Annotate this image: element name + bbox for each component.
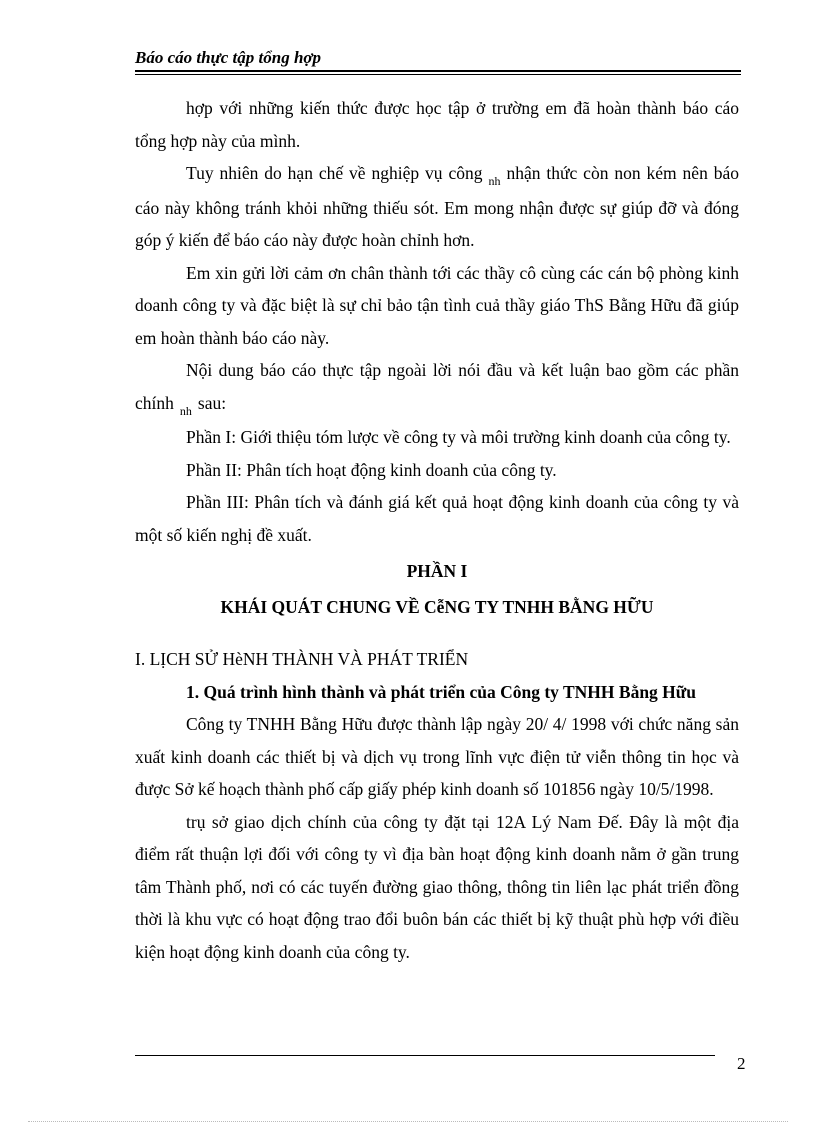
intro-p2-subscript: nh	[488, 174, 501, 188]
section-heading: I. LỊCH SỬ HèNH THÀNH VÀ PHÁT TRIỂN	[135, 649, 469, 669]
intro-p4-subscript: nh	[179, 403, 192, 418]
intro-p4-start: Nội dung báo cáo thực tập ngoài lời nói đầu và kết luận bao gồm các phần chính	[135, 360, 739, 413]
part-heading: PHẦN I	[406, 561, 468, 581]
part-title: KHÁI QUÁT CHUNG VỀ CễNG TY TNHH BẰNG HỮU	[220, 596, 654, 617]
intro-paragraph-4	[135, 354, 739, 421]
intro-p2-rest: nhận thức còn non kém nên báo cáo này không tránh khỏi những thiếu sót. Em mong nhận được sự giúp đỡ và đóng góp ý kiến để báo cáo này được hoàn chỉnh hơn.	[135, 163, 739, 250]
section-subheading: 1. Quá trình hình thành và phát triển của Công ty TNHH Bằng Hữu	[186, 681, 697, 702]
intro-paragraph-3: Em xin gửi lời cảm ơn chân thành tới các thầy cô cùng các cán bộ phòng kinh doanh công ty và đặc biệt là sự chỉ bảo tận tình cuả thầy giáo ThS Bằng Hữu đã giúp em hoàn thành báo cáo này.	[135, 262, 739, 348]
section-paragraph-2: trụ sở giao dịch chính của công ty đặt tại 12A Lý Nam Đế. Đây là một địa điểm rất thuận lợi đối với công ty vì địa bàn hoạt động kinh doanh nằm ở gần trung tâm Thành phố, nơi có các tuyến đường giao thông, thông tin liên lạc phát triển đồng thời là khu vực có hoạt động trao đổi buôn bán các thiết bị kỹ thuật phù hợp với điều kiện hoạt động kinh doanh của công ty.	[135, 811, 739, 962]
intro-paragraph-2	[135, 157, 739, 257]
intro-p2-start: Tuy nhiên do hạn chế về nghiệp vụ công	[186, 163, 483, 183]
body-text	[135, 92, 739, 968]
running-header: Báo cáo thực tập tổng hợp	[135, 48, 322, 67]
page-bottom-dotted-line	[28, 1121, 788, 1122]
part-3-summary: Phần III: Phân tích và đánh giá kết quả hoạt động kinh doanh của công ty và một số kiến nghị đề xuất.	[135, 492, 739, 545]
footer-rule	[135, 1055, 715, 1056]
part-1-summary: Phần I: Giới thiệu tóm lược về công ty và môi trường kinh doanh của công ty.	[186, 427, 731, 447]
header-rule-thick	[135, 70, 741, 72]
intro-p4-rest: sau:	[197, 392, 227, 413]
page-number: 2	[737, 1054, 746, 1073]
header-rule-thin	[135, 74, 741, 75]
section-paragraph-1: Công ty TNHH Bằng Hữu được thành lập ngày 20/ 4/ 1998 với chức năng sản xuất kinh doanh các thiết bị và dịch vụ trong lĩnh vực điện tử viễn thông tin học và được Sở kế hoạch thành phố cấp giấy phép kinh doanh số 101856 ngày 10/5/1998.	[135, 714, 739, 799]
part-2-summary: Phần II: Phân tích hoạt động kinh doanh của công ty.	[186, 459, 557, 480]
intro-paragraph-1: hợp với những kiến thức được học tập ở trường em đã hoàn thành báo cáo tổng hợp này của mình.	[135, 98, 739, 151]
